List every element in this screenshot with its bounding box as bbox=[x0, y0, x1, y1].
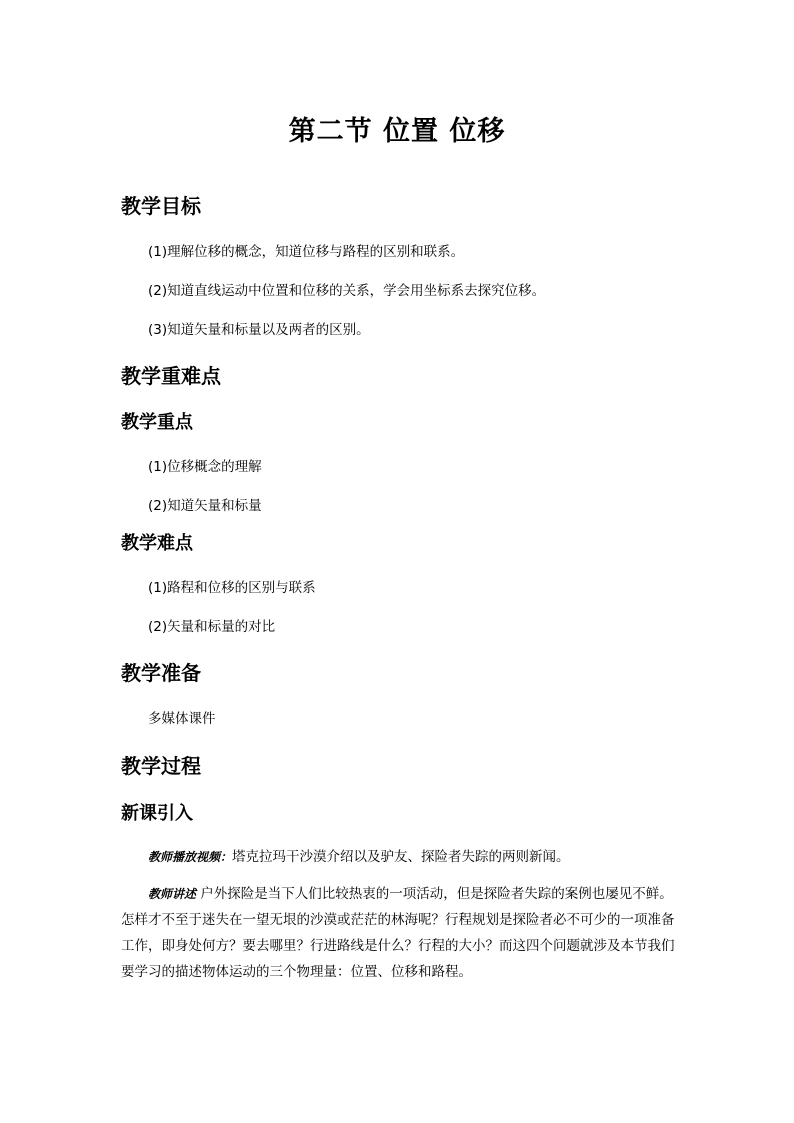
section-heading-objectives: 教学目标 bbox=[121, 194, 201, 218]
preparation-item-1: 多媒体课件 bbox=[148, 711, 216, 727]
subsection-heading-difficult-points: 教学难点 bbox=[121, 533, 193, 554]
subsection-heading-key-points: 教学重点 bbox=[121, 412, 193, 433]
section-heading-key-difficult: 教学重难点 bbox=[121, 364, 221, 388]
section-heading-process: 教学过程 bbox=[121, 754, 201, 778]
intro-paragraph-2 bbox=[121, 881, 681, 985]
objective-item-1: (1)理解位移的概念，知道位移与路程的区别和联系。 bbox=[148, 244, 465, 260]
difficult-point-item-2: (2)矢量和标量的对比 bbox=[148, 619, 276, 635]
objective-item-2: (2)知道直线运动中位置和位移的关系，学会用坐标系去探究位移。 bbox=[148, 283, 546, 299]
paragraph-text: 户外探险是当下人们比较热衷的一项活动，但是探险者失踪的案例也屡见不鲜。怎样才不至于迷失在一望无垠的沙漠或茫茫的林海呢？行程规划是探险者必不可少的一项准备工作，即身处何方？要去哪里？行进路线是什么？行程的大小？而这四个问题就涉及本节我们要学习的描述物体运动的三个物理量：位置、位移和路程。 bbox=[121, 886, 675, 980]
objective-item-3: (3)知道矢量和标量以及两者的区别。 bbox=[148, 322, 370, 338]
subsection-heading-intro: 新课引入 bbox=[121, 803, 193, 824]
intro-paragraph-1 bbox=[121, 844, 681, 870]
paragraph-text: 塔克拉玛干沙漠介绍以及驴友、探险者失踪的两则新闻。 bbox=[232, 849, 570, 865]
section-heading-preparation: 教学准备 bbox=[121, 661, 201, 685]
key-point-item-1: (1)位移概念的理解 bbox=[148, 459, 262, 475]
paragraph-lead: 教师播放视频： bbox=[148, 850, 233, 864]
difficult-point-item-1: (1)路程和位移的区别与联系 bbox=[148, 580, 316, 596]
page-title: 第二节 位置 位移 bbox=[288, 116, 506, 147]
paragraph-lead: 教师讲述 bbox=[148, 887, 197, 901]
key-point-item-2: (2)知道矢量和标量 bbox=[148, 498, 262, 514]
